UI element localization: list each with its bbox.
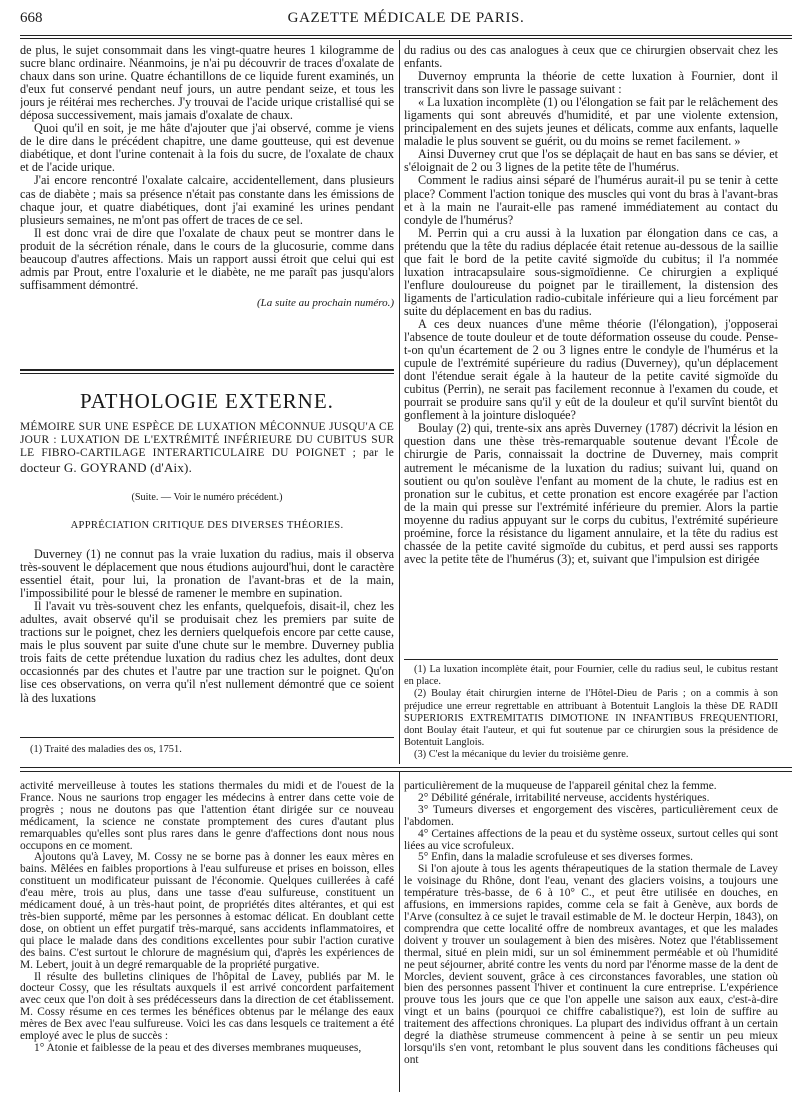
header-rule-double — [20, 38, 792, 39]
memoir-author: docteur G. GOYRAND (d'Aix). — [20, 459, 193, 475]
journal-title: GAZETTE MÉDICALE DE PARIS. — [287, 10, 525, 26]
memoir-title-main: MÉMOIRE SUR UNE ESPÈCE DE LUXATION MÉCONNUE JUSQU'A CE JOUR : LUXATION DE L'EXTRÉMITÉ INFÉRIEURE DU CUBITUS SUR LE FIBRO-CARTILAGE INTERARTICULAIRE DU POIGNET ; par le — [20, 421, 394, 460]
paragraph: Boulay (2) qui, trente-six ans après Duverney (1787) décrivit la lésion en question dans une thèse très-remarquable soutenue devant l'École de chirurgie de Paris, connaissait la doctrine de Duverney, mais comprit autrement le mécanisme de la luxation du radius; suivant lui, quand on soutient ou qu'on soulève l'enfant au moment de la chute, le radius est en pronation sur le cubitus, et cette pronation est encore exagérée par l'action de la main qui presse sur l'extrémité inférieure du premier. Alors la partie moyenne du radius appuyant sur le corps du cubitus, l'extrémité supérieure proémine, force la résistance du ligament annulaire, et la tête du radius est chassée de la petite cavité sigmoïde du cubitus, et perd aussi ses rapports avec la petite tête de l'humérus (3); et, suivant que l'impulsion est dirigée — [404, 421, 778, 566]
column-divider-top — [399, 40, 400, 764]
paragraph: particulièrement de la muqueuse de l'appareil génital chez la femme. — [404, 781, 717, 792]
section-title: PATHOLOGIE EXTERNE. — [80, 389, 334, 413]
paragraph: Comment le radius ainsi séparé de l'humérus aurait-il pu se tenir à cette place? Comment l'action tonique des muscles qui vont du bras à l'avant-bras et à la main ne l'aurait-elle pas ramené immédiatement au contact du condyle de l'humérus? — [404, 173, 778, 227]
footnotes-left — [20, 744, 394, 760]
band-rule — [20, 767, 792, 768]
list-item: 2° Débilité générale, irritabilité nerveuse, accidents hystériques. — [418, 791, 710, 804]
paragraph: Il est donc vrai de dire que l'oxalate de chaux peut se montrer dans le produit de la sécrétion rénale, dans le cours de la glucosurie, comme dans beaucoup d'autres affections. Mais un rapport aussi étroit que celui qui est admis par Prout, entre l'oxalurie et le diabète, ne me paraît pas jusqu'alors suffisamment démontré. — [20, 225, 394, 292]
section-rule — [20, 369, 394, 371]
memoir-title — [20, 421, 394, 476]
footnote: (1) Traité des maladies des os, 1751. — [30, 744, 182, 755]
paragraph: Duvernoy emprunta la théorie de cette luxation à Fournier, dont il transcrivit dans son livre le passage suivant : — [404, 69, 778, 97]
paragraph: Il l'avait vu très-souvent chez les enfants, quelquefois, disait-il, chez les adultes, avait observé qu'il se produisait chez les premiers par suite de tractions sur le poignet, chez les derniers quelquefois encore par cette cause, mais le plus souvent par suite d'une chute sur le membre. Duverney publia trois faits de cette prétendue luxation du radius chez les adultes, dont deux occasionnés par des chutes et l'autre par une traction sur le poignet. Qu'on lise ces observations, on verra qu'il n'est nullement démontré que ce soient là des luxations — [20, 599, 394, 705]
band-rule-thin — [20, 771, 792, 772]
paragraph: de plus, le sujet consommait dans les vingt-quatre heures 1 kilogramme de sucre blanc ordinaire. Néanmoins, je n'ai pu découvrir de traces d'oxalate de chaux dans son urine. Quatre échantillons de ce liquide furent examinés, un d'eux fut conservé pendant neuf jours, un autre pendant seize, et tous les jours je réitérai mes recherches. J'y trouvai de l'acide urique cristallisé qui se déposa successivement, mais jamais d'oxalate de chaux. — [20, 44, 394, 123]
column-divider-bottom — [399, 772, 400, 1092]
footnote-rule — [20, 737, 394, 738]
continued-note: (La suite au prochain numéro.) — [257, 296, 394, 309]
column-left-top — [20, 44, 394, 356]
subheading: APPRÉCIATION CRITIQUE DES DIVERSES THÉORIES. — [70, 520, 344, 531]
suite-note: (Suite. — Voir le numéro précédent.) — [131, 492, 283, 503]
paragraph: 1° Atonie et faiblesse de la peau et des diverses membranes muqueuses, — [34, 1041, 362, 1054]
paragraph: Il résulte des bulletins cliniques de l'hôpital de Lavey, publiés par M. le docteur Cossy, que les résultats auxquels il est arrivé concordent parfaitement avec ceux que l'on doit à ses prédécesseurs dans la direction de cet établissement. M. Cossy résume en ces termes les bénéfices obtenus par le mélange des eaux mères de Bex avec l'eau sulfureuse. Voici les cas dans lesquels ce traitement a été employé avec le plus de succès : — [20, 970, 394, 1043]
page-number: 668 — [20, 10, 43, 26]
paragraph: J'ai encore rencontré l'oxalate calcaire, accidentellement, dans plusieurs cas de diabète ; mais sa présence n'était pas constante dans les émissions de chaque jour, et quatre diabétiques, dont j'ai examiné les urines pendant plusieurs semaines, ne m'ont pas offert de traces de ce sel. — [20, 173, 394, 227]
header-rule — [20, 35, 792, 36]
paragraph: Quoi qu'il en soit, je me hâte d'ajouter que j'ai observé, comme je viens de le dire dans le précédent chapitre, une dame goutteuse, qui est devenue diabétique, et dont l'urine contenait à la fois du sucre, de l'oxalate de chaux et de l'acide urique. — [20, 121, 394, 175]
list-item: 3° Tumeurs diverses et engorgement des viscères, particulièrement ceux de l'abdomen. — [404, 803, 778, 828]
list-item: 4° Certaines affections de la peau et du système osseux, surtout celles qui sont liées au vice scrofuleux. — [404, 827, 778, 852]
paragraph: Ainsi Duverney crut que l'os se déplaçait de haut en bas sans se dévier, et s'éloignait de 2 ou 3 lignes de la petite tête de l'humérus. — [404, 147, 778, 175]
paragraph: M. Perrin qui a cru aussi à la luxation par élongation dans ce cas, a prétendu que la tête du radius déplacée était retenue au-dessous de la saillie que fait le bord de la petite cavité sigmoïde du cubitus; il l'a nommée luxation intracapsulaire sous-sigmoïdienne. Ce chirurgien a expliqué l'enflure douloureuse du poignet par le tiraillement, la distension des ligaments de l'articulation radio-cubitale inférieure qui a lieu forcément par suite du déplacement en bas du radius. — [404, 225, 778, 318]
quotation: « La luxation incomplète (1) ou l'élongation se fait par le relâchement des ligaments qui sont abreuvés d'humidité, et par une violente extension, principalement en des sujets jeunes et délicats, comme aux enfants, laquelle maladie le plus souvent se guérit, ou du moins se remet facilement. » — [404, 95, 778, 149]
section-rule-thin — [20, 373, 394, 374]
column-left-article — [20, 548, 394, 734]
paragraph: Ajoutons qu'à Lavey, M. Cossy ne se borne pas à donner les eaux mères en bains. Mêlées en faibles proportions à l'eau sulfureuse et prises en boisson, elles constituent un modificateur puissant de l'économie. Quelques cuillerées à café d'eau mère, trois au plus, dans une tasse d'eau sulfureuse, constituent un médicament doué, à un très-haut point, de propriétés dites altérantes, et qui est très-bien supporté, même par les personnes à estomac délicat. En doublant cette dose, on obtient un effet purgatif très-marqué, sans accidents inflammatoires, et qui place le malade dans des conditions excellentes pour subir l'action curative des bains. C'est surtout le chlorure de magnésium qui, d'après les expériences de M. Lebert, jouit à un degré remarquable de la propriété purgative. — [20, 851, 394, 971]
footnote: (2) Boulay était chirurgien interne de l'Hôtel-Dieu de Paris ; on a commis à son préjudice une erreur regrettable en attribuant à Botentuit Langlois la thèse DE RADII SUPERIORIS EXTREMITATIS DIMOTIONE IN INFANTIBUS FREQUENTIORI, dont Boulay était l'auteur, et qui fut soutenue par ce chirurgien sous la présidence de Botentuit Langlois. — [404, 688, 778, 749]
column-right-bottom — [404, 781, 778, 1093]
paragraph: du radius ou des cas analogues à ceux que ce chirurgien observait chez les enfants. — [404, 44, 778, 71]
page-header — [20, 10, 792, 36]
list-item: 5° Enfin, dans la maladie scrofuleuse et ses diverses formes. — [418, 851, 693, 864]
paragraph: Duverney (1) ne connut pas la vraie luxation du radius, mais il observa très-souvent le déplacement que nous étudions aujourd'hui, dont le caractère essentiel était, pour lui, la pronation de l'avant-bras et de la main, l'impossibilité pour le blessé de ramener le membre en supination. — [20, 548, 394, 601]
footnote: (1) La luxation incomplète était, pour Fournier, celle du radius seul, le cubitus restant en place. — [404, 664, 778, 688]
paragraph: Si l'on ajoute à tous les agents thérapeutiques de la station thermale de Lavey le voisinage du Rhône, dont l'eau, venant des glaciers voisins, a toujours une température très-basse, de 6 à 10° C., et peut être utilisée en douches, en affusions, en immersions rapides, comme cela se fait à Genève, aux bords de l'Arve (consultez à ce sujet le travail estimable de M. le docteur Herpin, 1843), on comprendra que cette localité offre de nombreux avantages, et que les malades doivent y trouver un soulagement à bien des misères. Notez que l'établissement thermal, situé en plein midi, sur un sol éminemment perméable et où l'humidité ne peut séjourner, abrité contre les vents du nord par l'énorme masse de la dent de Morcles, devient souvent, grâce à ces circonstances favorables, une station où bien des personnes passent l'hiver et continuent la cure entreprise. L'expérience prouve tous les jours que ce que l'on appelle une saison aux eaux, c'est-à-dire vingt et un bains (pourquoi ce chiffre cabalistique?), est loin de suffire au traitement des affections chroniques. La plupart des individus offrant à un certain degré la diathèse strumeuse commencent à peine à se sentir un peu mieux lorsqu'ils s'en vont, retombant le plus souvent dans les conditions fâcheuses qui ont — [404, 863, 778, 1066]
footnote-rule — [404, 659, 778, 660]
paragraph: A ces deux nuances d'une même théorie (l'élongation), j'opposerai l'absence de toute douleur et de toute déformation osseuse du coude. Pense-t-on qu'un écartement de 2 ou 3 lignes entre le condyle de l'humérus et la cupule de l'extrémité supérieure du radius (Duverney), qu'un déplacement dont l'étendue serait égale à la hauteur de la petite cavité sigmoïde du cubitus (Perrin), ne serait pas facilement reconnue à l'examen du coude, et pourrait se produire sans qu'il y eût de la douleur et qu'il survînt bientôt du gonflement à la jointure disloquée? — [404, 316, 778, 423]
footnotes-right — [404, 664, 778, 764]
footnote: (3) C'est la mécanique du levier du troisième genre. — [414, 749, 629, 761]
column-left-bottom — [20, 781, 394, 1093]
column-right-top — [404, 44, 778, 654]
paragraph: activité merveilleuse à toutes les stations thermales du midi et de l'ouest de la France. Nous ne saurions trop engager les médecins à entrer dans cette voie de progrès ; nous ne doutons pas que l'attention étant dirigée sur ce nouveau médicament, la science ne constate promptement des cures d'autant plus remarquables qu'elles sont plus rares dans le genre d'affections dont nous nous occupons en ce moment. — [20, 781, 394, 852]
